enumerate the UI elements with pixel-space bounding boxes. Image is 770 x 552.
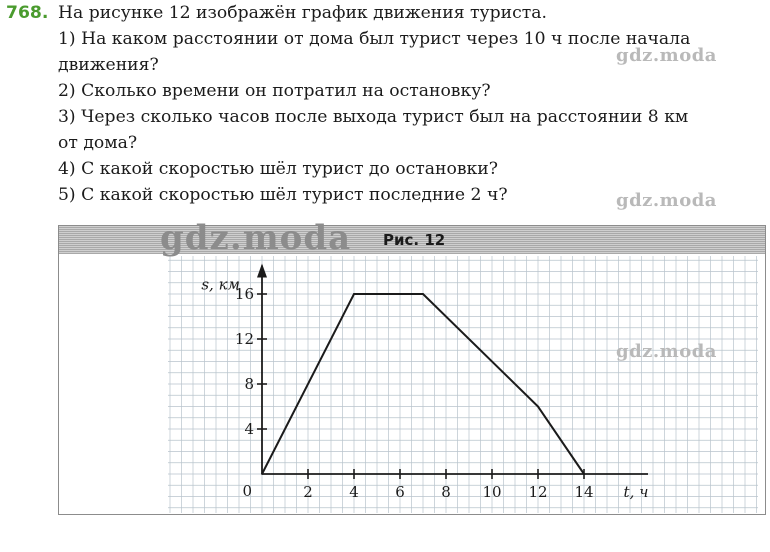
x-tick-label: 14 bbox=[574, 483, 594, 501]
problem-intro: На рисунке 12 изображён график движения туриста. bbox=[58, 3, 547, 23]
origin-label: 0 bbox=[242, 482, 252, 500]
x-tick-label: 4 bbox=[349, 483, 359, 501]
question-3-line-2: от дома? bbox=[58, 133, 138, 153]
y-tick-label: 12 bbox=[234, 330, 254, 348]
question-5: 5) С какой скоростью шёл турист последние 2 ч? bbox=[58, 185, 508, 205]
x-tick-label: 12 bbox=[528, 483, 548, 501]
question-2: 2) Сколько времени он потратил на остановку? bbox=[58, 81, 491, 101]
x-tick-label: 2 bbox=[303, 483, 313, 501]
question-4: 4) С какой скоростью шёл турист до остановки? bbox=[58, 159, 498, 179]
watermark-2: gdz.moda bbox=[616, 190, 717, 211]
x-tick-label: 8 bbox=[441, 483, 451, 501]
problem-number: 768. bbox=[6, 3, 49, 23]
series-point bbox=[353, 293, 355, 295]
series-point bbox=[261, 473, 263, 475]
figure-caption: Рис. 12 bbox=[383, 231, 446, 249]
x-tick-label: 6 bbox=[395, 483, 405, 501]
series-point bbox=[583, 473, 585, 475]
y-tick-label: 4 bbox=[244, 420, 254, 438]
watermark-large: gdz.moda bbox=[160, 218, 352, 258]
y-axis-label: s, км bbox=[201, 275, 240, 294]
y-axis-arrow bbox=[257, 264, 267, 278]
y-tick-label: 8 bbox=[244, 375, 254, 393]
x-tick-label: 10 bbox=[482, 483, 502, 501]
watermark-1: gdz.moda bbox=[616, 45, 717, 66]
x-axis-label: t, ч bbox=[623, 483, 649, 501]
series-point bbox=[537, 406, 539, 408]
watermark-3: gdz.moda bbox=[616, 341, 717, 362]
question-3-line-1: 3) Через сколько часов после выхода турист был на расстоянии 8 км bbox=[58, 107, 689, 127]
y-tick-label: 16 bbox=[234, 285, 254, 303]
series-point bbox=[422, 293, 424, 295]
question-1-line-1: 1) На каком расстоянии от дома был турист через 10 ч после начала bbox=[58, 29, 691, 49]
question-1-line-2: движения? bbox=[58, 55, 159, 75]
